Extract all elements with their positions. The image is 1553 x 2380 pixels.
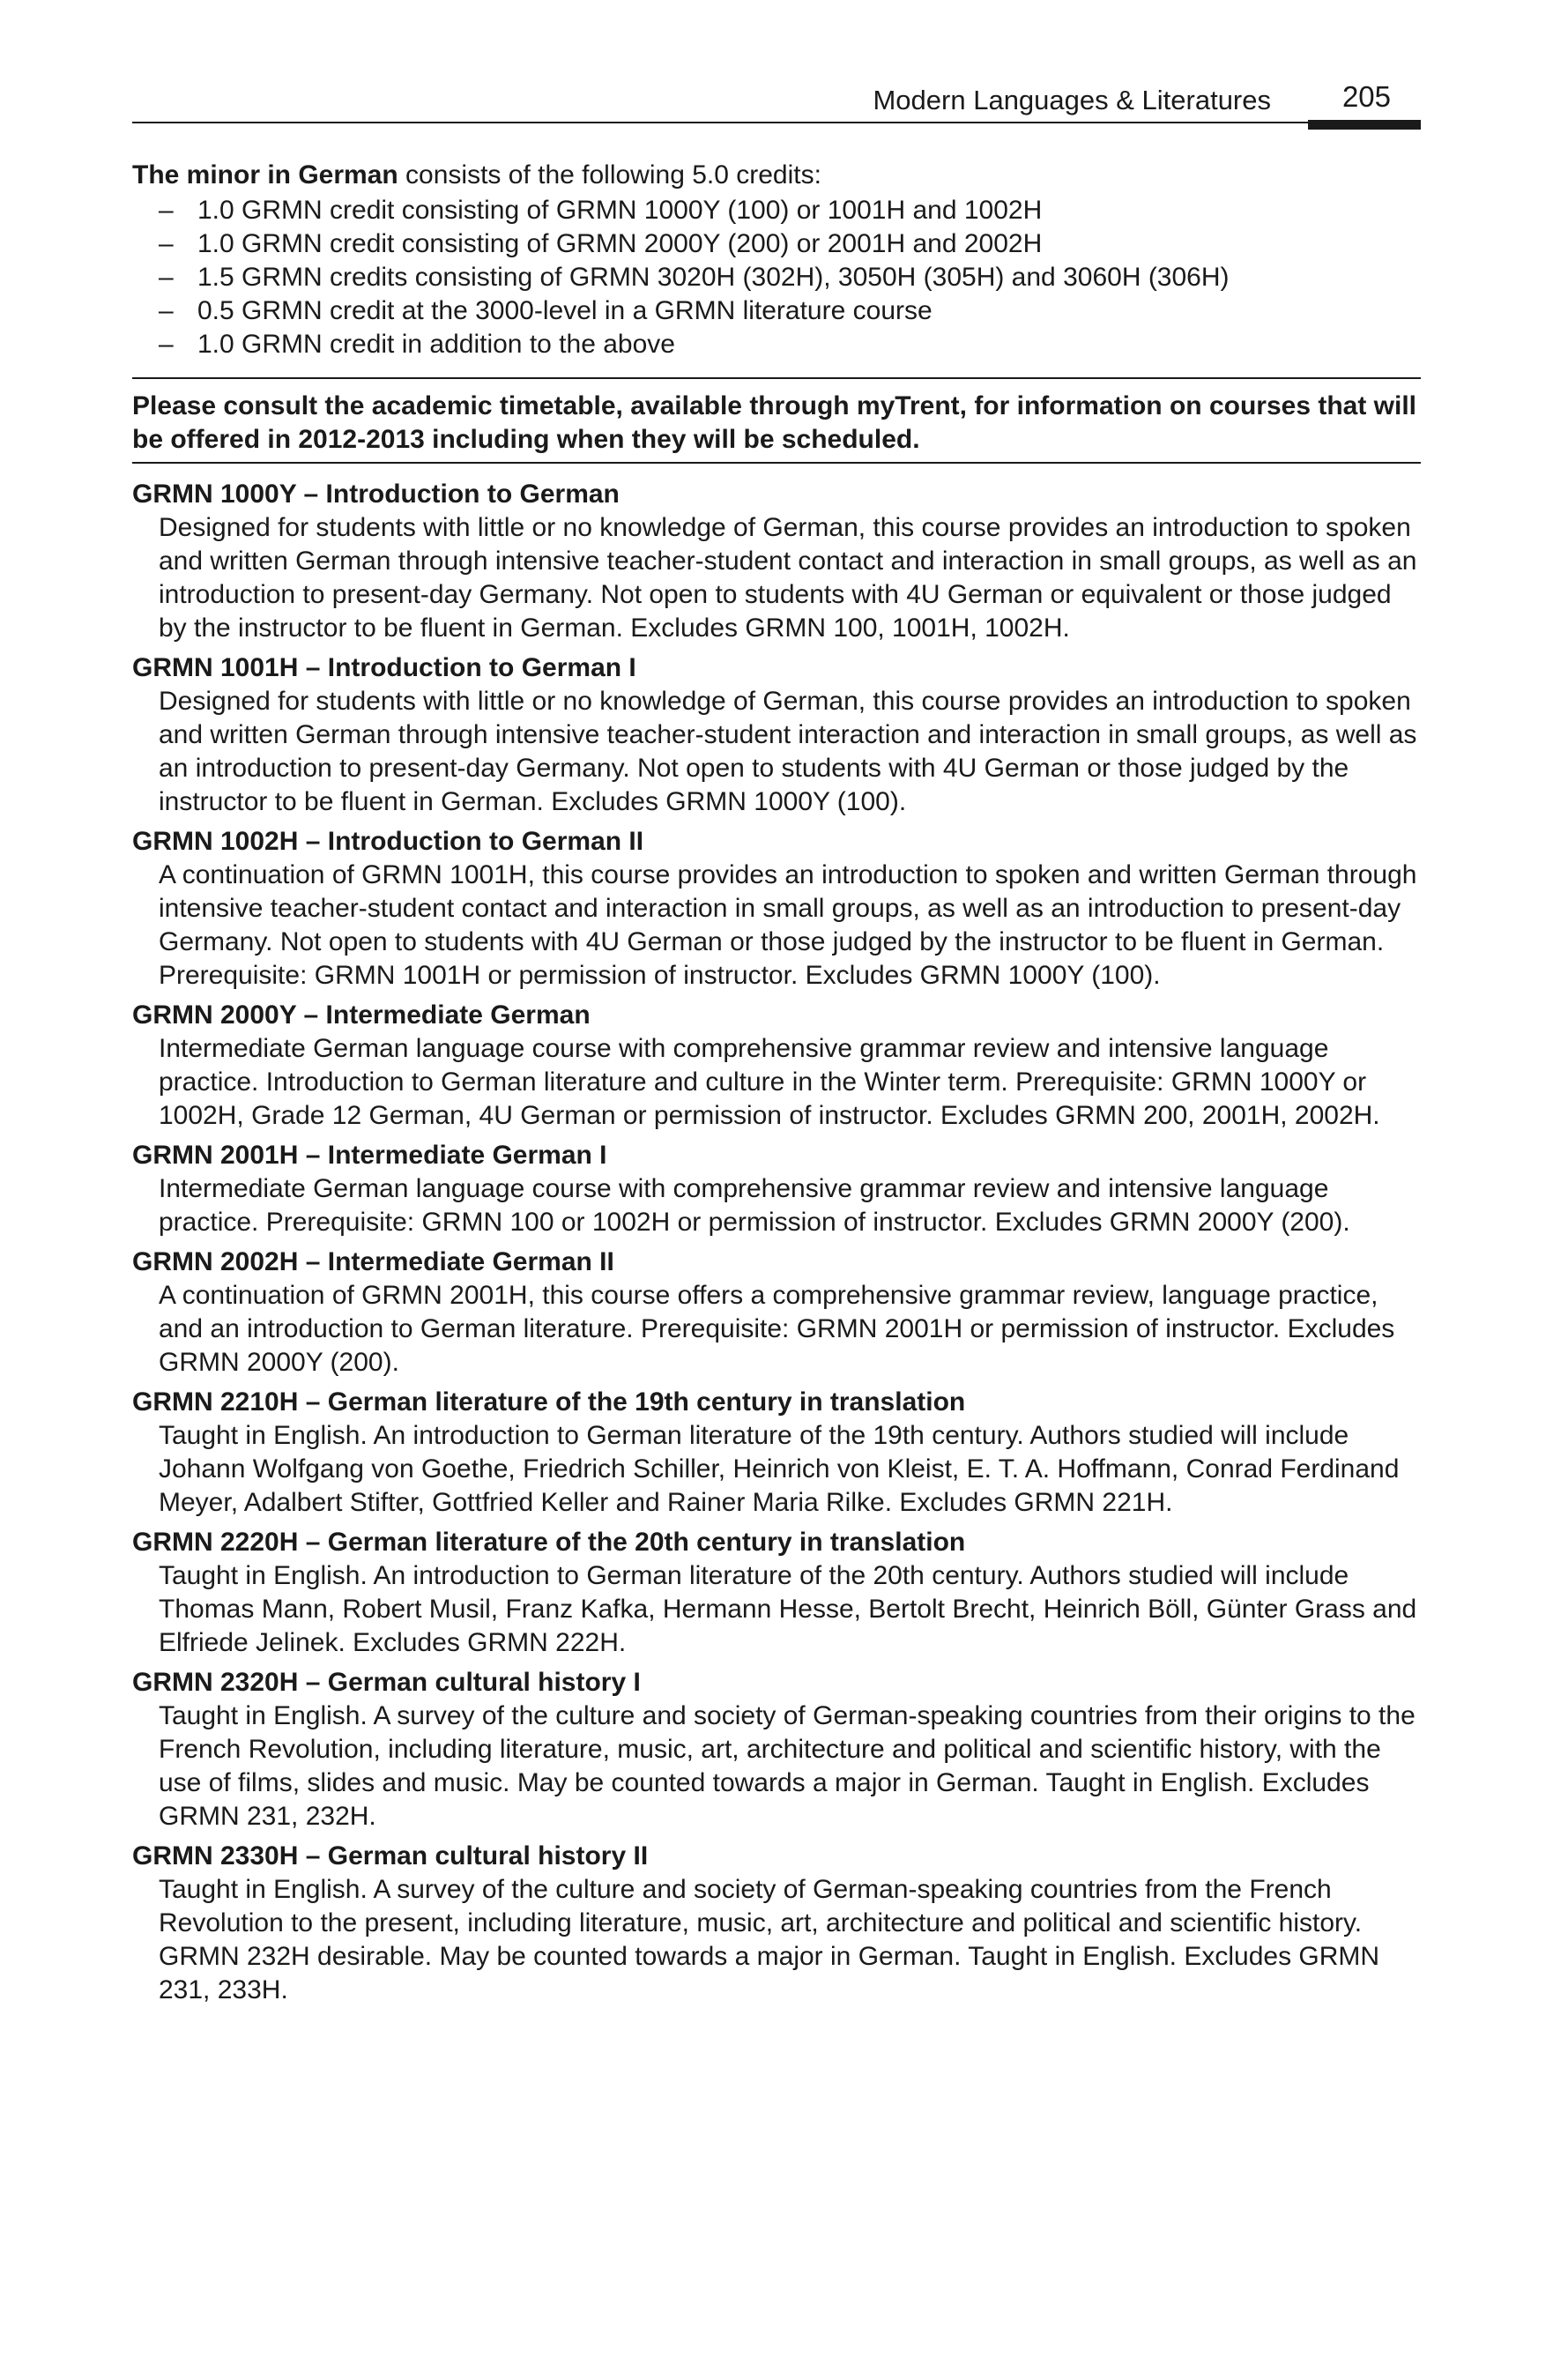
course-entry: [132, 1526, 1421, 1660]
course-title: GRMN 2220H – German literature of the 20th century in translation: [132, 1528, 966, 1557]
running-title: Modern Languages & Literatures: [873, 85, 1271, 115]
minor-intro-bold: The minor in German: [132, 160, 398, 190]
list-dash: –: [159, 196, 174, 225]
course-entry: [132, 1840, 1421, 2007]
course-entry: [132, 1139, 1421, 1239]
course-title: GRMN 1000Y – Introduction to German: [132, 480, 620, 509]
course-entry: [132, 478, 1421, 645]
course-description: Intermediate German language course with comprehensive grammar review and intensive language practice. Prerequisite: GRMN 100 or 1002H or permission of instructor. Excludes GRMN 2000Y (200).: [159, 1174, 1350, 1237]
list-item: [159, 227, 1421, 261]
list-dash: –: [159, 263, 174, 292]
course-entry: [132, 1386, 1421, 1520]
course-description: Designed for students with little or no knowledge of German, this course provides an introduction to spoken and written German through intensive teacher-student contact and interaction in small groups, as well as an introduction to present-day Germany. Not open to students with 4U German or equivalent or those judged by the instructor to be fluent in German. Excludes GRMN 100, 1001H, 1002H.: [159, 513, 1417, 643]
list-dash: –: [159, 296, 174, 325]
course-description: Designed for students with little or no knowledge of German, this course provides an introduction to spoken and written German through intensive teacher-student interaction and interaction in small groups, as well as an introduction to present-day Germany. Not open to students with 4U German or those judged by the instructor to be fluent in German. Excludes GRMN 1000Y (100).: [159, 687, 1417, 816]
course-title: GRMN 2210H – German literature of the 19th century in translation: [132, 1387, 966, 1417]
page-header: [132, 79, 1421, 132]
list-item-text: 1.0 GRMN credit consisting of GRMN 1000Y (100) or 1001H and 1002H: [197, 196, 1043, 225]
list-item-text: 0.5 GRMN credit at the 3000-level in a GRMN literature course: [197, 296, 933, 325]
course-entry: [132, 999, 1421, 1133]
course-title: GRMN 1001H – Introduction to German I: [132, 653, 636, 682]
course-title: GRMN 2320H – German cultural history I: [132, 1668, 641, 1697]
list-dash: –: [159, 330, 174, 359]
course-description: Taught in English. An introduction to German literature of the 20th century. Authors studied will include Thomas Mann, Robert Musil, Franz Kafka, Hermann Hesse, Bertolt Brecht, Heinrich Böll, Günter Grass and Elfriede Jelinek. Excludes GRMN 222H.: [159, 1561, 1417, 1657]
list-item: [159, 194, 1421, 227]
course-description: Intermediate German language course with comprehensive grammar review and intensive language practice. Introduction to German literature and culture in the Winter term. Prerequisite: GRMN 1000Y or 1002H, Grade 12 German, 4U German or permission of instructor. Excludes GRMN 200, 2001H, 2002H.: [159, 1034, 1380, 1130]
credit-list: [132, 194, 1421, 361]
minor-intro: [132, 159, 1421, 192]
course-title: GRMN 2000Y – Intermediate German: [132, 1000, 591, 1030]
course-description: Taught in English. An introduction to German literature of the 19th century. Authors studied will include Johann Wolfgang von Goethe, Friedrich Schiller, Heinrich von Kleist, E. T. A. Hoffmann, Conrad Ferdinand Meyer, Adalbert Stifter, Gottfried Keller and Rainer Maria Rilke. Excludes GRMN 221H.: [159, 1421, 1400, 1517]
course-entry: [132, 825, 1421, 993]
timetable-notice: Please consult the academic timetable, available through myTrent, for information on courses that will be offered in 2012-2013 including when they will be scheduled.: [132, 377, 1421, 464]
course-description: A continuation of GRMN 2001H, this course offers a comprehensive grammar review, language practice, and an introduction to German literature. Prerequisite: GRMN 2001H or permission of instructor. Excludes GRMN 2000Y (200).: [159, 1281, 1395, 1377]
course-description: A continuation of GRMN 1001H, this course provides an introduction to spoken and written German through intensive teacher-student contact and interaction in small groups, as well as an introduction to present-day Germany. Not open to students with 4U German or those judged by the instructor to be fluent in German. Prerequisite: GRMN 1001H or permission of instructor. Excludes GRMN 1000Y (100).: [159, 860, 1417, 990]
course-title: GRMN 2330H – German cultural history II: [132, 1841, 649, 1871]
list-item-text: 1.0 GRMN credit consisting of GRMN 2000Y (200) or 2001H and 2002H: [197, 229, 1043, 258]
list-dash: –: [159, 229, 174, 258]
minor-intro-rest: consists of the following 5.0 credits:: [398, 160, 821, 190]
page-content: [132, 159, 1421, 2013]
course-title: GRMN 1002H – Introduction to German II: [132, 827, 644, 856]
list-item: [159, 294, 1421, 328]
list-item-text: 1.5 GRMN credits consisting of GRMN 3020H (302H), 3050H (305H) and 3060H (306H): [197, 263, 1230, 292]
list-item-text: 1.0 GRMN credit in addition to the above: [197, 330, 675, 359]
list-item: [159, 261, 1421, 294]
course-title: GRMN 2001H – Intermediate German I: [132, 1141, 607, 1170]
course-title: GRMN 2002H – Intermediate German II: [132, 1247, 614, 1276]
header-accent-bar: [1308, 120, 1421, 130]
course-description: Taught in English. A survey of the culture and society of German-speaking countries from their origins to the French Revolution, including literature, music, art, architecture and political and scientific history, with the use of films, slides and music. May be counted towards a major in German. Taught in English. Excludes GRMN 231, 232H.: [159, 1701, 1416, 1831]
list-item: [159, 328, 1421, 361]
course-entry: [132, 1246, 1421, 1380]
page-number: 205: [1341, 80, 1391, 113]
header-rule: [132, 122, 1421, 123]
course-description: Taught in English. A survey of the culture and society of German-speaking countries from the French Revolution to the present, including literature, music, art, architecture and political and scientific history. GRMN 232H desirable. May be counted towards a major in German. Taught in English. Excludes GRMN 231, 233H.: [159, 1875, 1380, 2004]
course-entry: [132, 1666, 1421, 1833]
course-entry: [132, 651, 1421, 819]
course-list: [132, 478, 1421, 2007]
